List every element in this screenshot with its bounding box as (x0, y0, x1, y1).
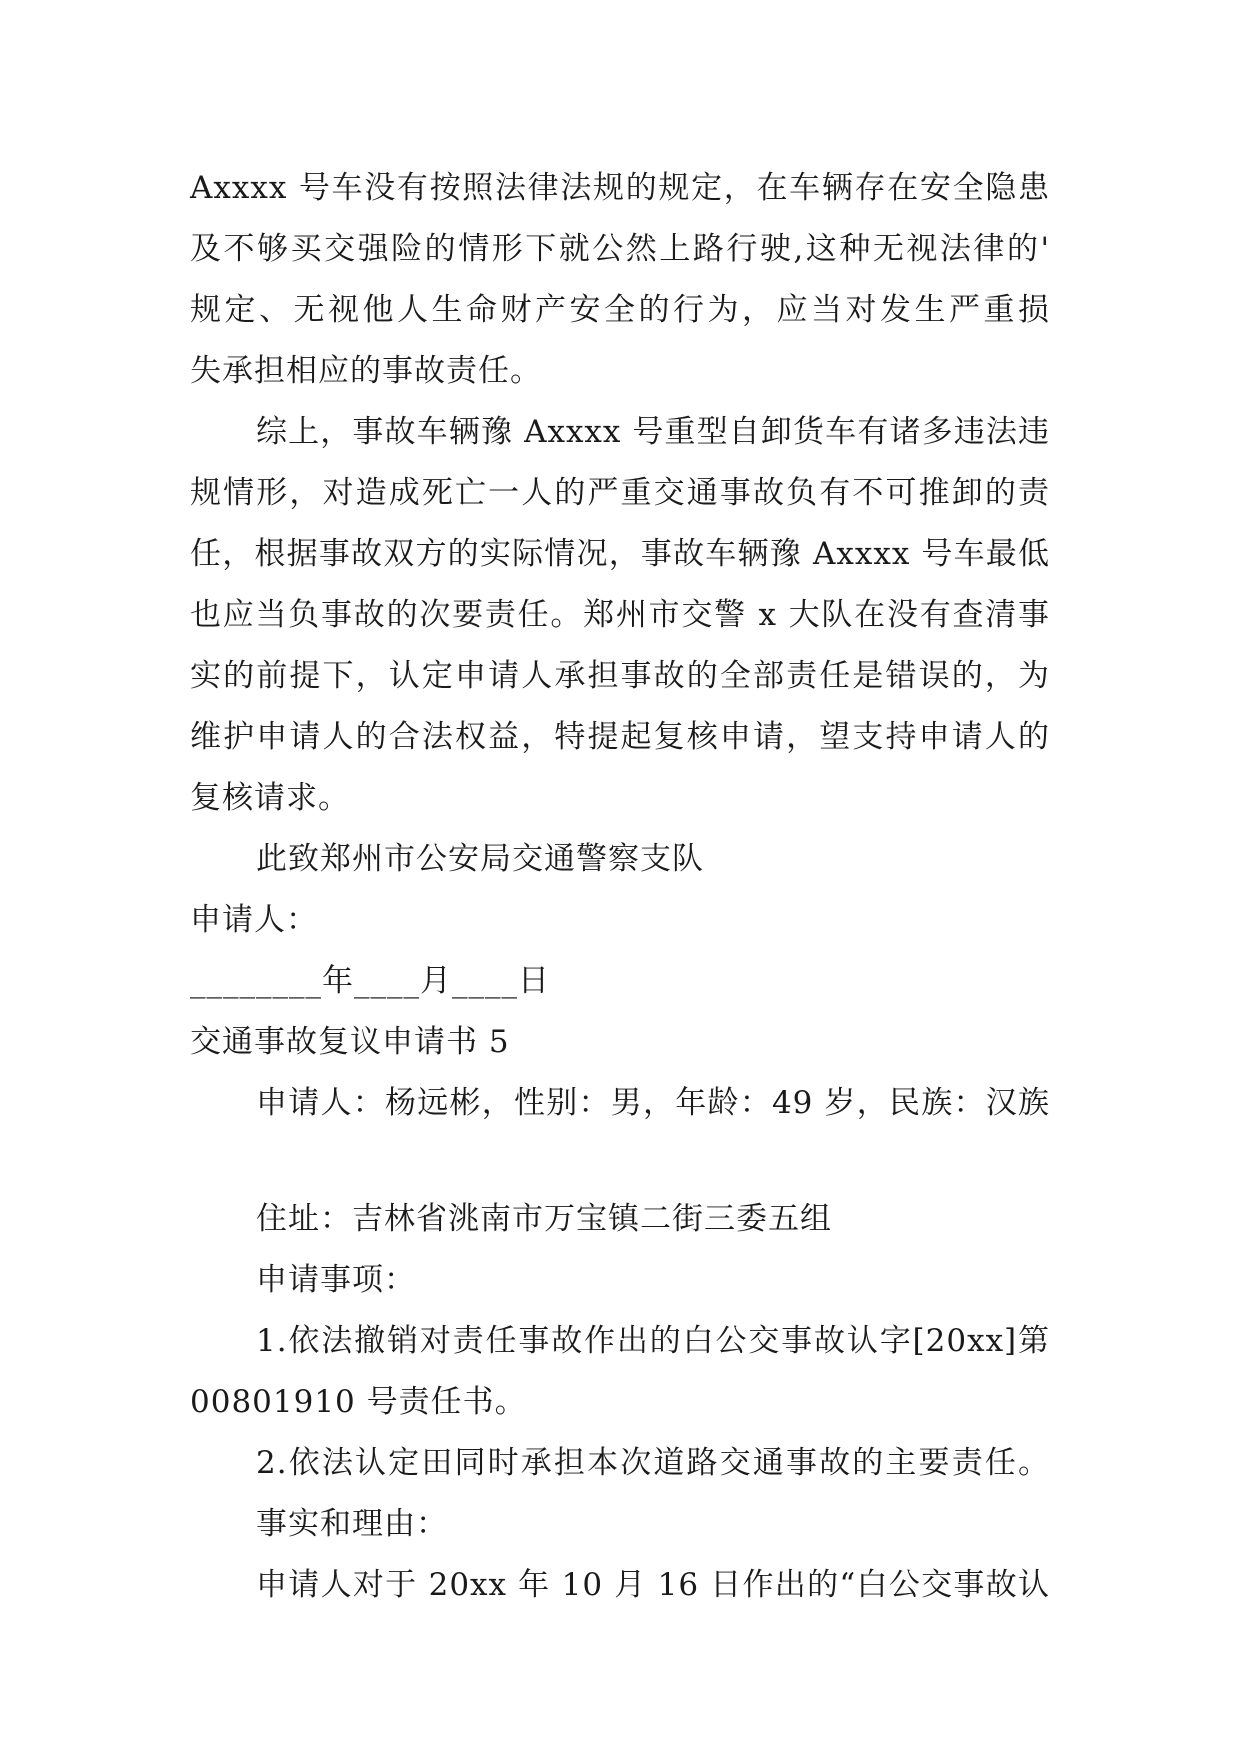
document-title: 交通事故复议申请书 5 (190, 1024, 510, 1060)
text-line: 维护申请人的合法权益，特提起复核申请，望支持申请人的 (190, 719, 1050, 755)
applicant-signature-label: 申请人： (190, 902, 318, 938)
text-line: 1.依法撤销对责任事故作出的白公交事故认字[20xx]第 (256, 1323, 1050, 1359)
facts-paragraph-start: 申请人对于 20xx 年 10 月 16 日作出的“白公交事故认 (256, 1567, 1050, 1603)
text-line: 复核请求。 (190, 780, 350, 816)
date-line: ________年____月____日 (190, 963, 550, 999)
text-line: 综上，事故车辆豫 Axxxx 号重型自卸货车有诸多违法违 (256, 414, 1050, 450)
text-line: 规定、无视他人生命财产安全的行为，应当对发生严重损 (190, 292, 1050, 328)
request-heading: 申请事项： (256, 1262, 416, 1298)
applicant-info: 申请人：杨远彬，性别：男，年龄：49 岁，民族：汉族 (256, 1085, 1050, 1121)
text-line: 及不够买交强险的情形下就公然上路行驶,这种无视法律的' (190, 231, 1050, 267)
facts-heading: 事实和理由： (256, 1506, 448, 1542)
request-item-1 (190, 1311, 1050, 1433)
text-line: 实的前提下，认定申请人承担事故的全部责任是错误的，为 (190, 658, 1050, 694)
text-line: 00801910 号责任书。 (190, 1384, 527, 1420)
text-line: 规情形，对造成死亡一人的严重交通事故负有不可推卸的责 (190, 475, 1050, 511)
document-body (190, 158, 1050, 1616)
closing-salutation: 此致郑州市公安局交通警察支队 (256, 841, 704, 877)
text-line: 也应当负事故的次要责任。郑州市交警 x 大队在没有查清事 (190, 597, 1050, 633)
text-line: 任，根据事故双方的实际情况，事故车辆豫 Axxxx 号车最低 (190, 536, 1050, 572)
text-line: Axxxx 号车没有按照法律法规的规定，在车辆存在安全隐患 (190, 170, 1050, 206)
applicant-address: 住址：吉林省洮南市万宝镇二街三委五组 (256, 1201, 832, 1237)
text-line: 失承担相应的事故责任。 (190, 353, 542, 389)
request-item-2: 2.依法认定田同时承担本次道路交通事故的主要责任。 (256, 1445, 1050, 1481)
blank-spacer (190, 1134, 1050, 1189)
paragraph-conclusion (190, 402, 1050, 829)
paragraph-vehicle-violation (190, 158, 1050, 402)
